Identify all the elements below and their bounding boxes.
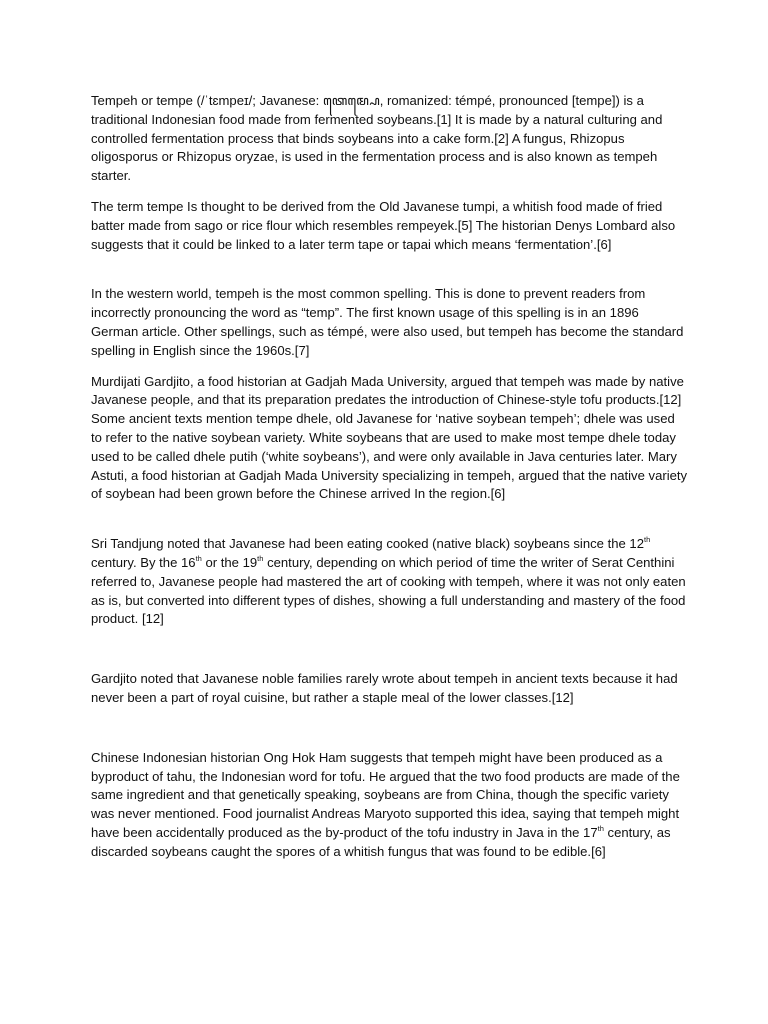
text-segment: century, depending on which period of time the writer of Serat Centhini referred to, Javanese people had mastered the art of cooking with tempeh, where it was not only eaten as is, but converted into different types of dishes, showing a full understanding and mastery of the food product. [12] (91, 554, 686, 627)
text-segment: Chinese Indonesian historian Ong Hok Ham suggests that tempeh might have been produced as a byproduct of tahu, the Indonesian word for tofu. He argued that the two food products are made of the same ingredient and that genetically speaking, soybeans are from China, though the specific variety was never mentioned. Food journalist Andreas Maryoto supported this idea, saying that tempeh might have been accidentally produced as the by-product of the tofu industry in Java in the 17 (91, 749, 680, 840)
text-segment: century. By the 16 (91, 554, 196, 570)
superscript-ordinal: th (195, 553, 202, 563)
paragraph-etymology: The term tempe Is thought to be derived from the Old Javanese tumpi, a whitish food made of fried batter made from sago or rice flour which resembles rempeyek.[5] The historian Denys Lombard also suggests that it could be linked to a later term tape or tapai which means ‘fermentation’.[6] (91, 198, 676, 252)
text-segment: or the 19 (201, 554, 258, 570)
text-segment: century, as discarded soybeans caught the spores of a whitish fungus that was found to be edible.[6] (91, 824, 671, 859)
superscript-ordinal: th (644, 534, 651, 544)
paragraph-ong-hok-ham (91, 749, 688, 862)
superscript-ordinal: th (257, 553, 264, 563)
paragraph-tempeh-definition: Tempeh or tempe (/ˈtɛmpeɪ/; Javanese: ꦠꦺꦩ꧀ꦥꦺ, romanized: témpé, pronounced [tempe]) is a traditional Indonesian food made from fermented soybeans.[1] It is made by a natural culturing and controlled fermentation process that binds soybeans into a cake form.[2] A fungus, Rhizopus oligosporus or Rhizopus oryzae, is used in the fermentation process and is also known as tempeh starter. (91, 93, 663, 184)
paragraph-noble-families: Gardjito noted that Javanese noble families rarely wrote about tempeh in ancient texts because it had never been a part of royal cuisine, but rather a staple meal of the lower classes.[12] (91, 671, 678, 705)
paragraph-gardjito-origin: Murdijati Gardjito, a food historian at Gadjah Mada University, argued that tempeh was made by native Javanese people, and that its preparation predates the introduction of Chinese-style tofu products.[12] Some ancient texts mention tempe dhele, old Javanese for ‘native soybean tempeh’; dhele was used to refer to the native soybean variety. White soybeans that are used to make most tempe dhele today used to be called dhele putih (‘white soybeans’), and were only available in Java centuries later. Mary Astuti, a food historian at Gadjah Mada University specializing in tempeh, argued that the native variety of soybean had been grown before the Chinese arrived In the region.[6] (91, 373, 688, 502)
paragraph-sri-tandjung (91, 535, 688, 629)
text-segment: Sri Tandjung noted that Javanese had been eating cooked (native black) soybeans since the 12 (91, 536, 644, 552)
superscript-ordinal: th (597, 823, 604, 833)
paragraph-spelling: In the western world, tempeh is the most common spelling. This is done to prevent readers from incorrectly pronouncing the word as “temp”. The first known usage of this spelling is in an 1896 German article. Other spellings, such as témpé, were also used, but tempeh has become the standard spelling in English since the 1960s.[7] (91, 286, 684, 358)
